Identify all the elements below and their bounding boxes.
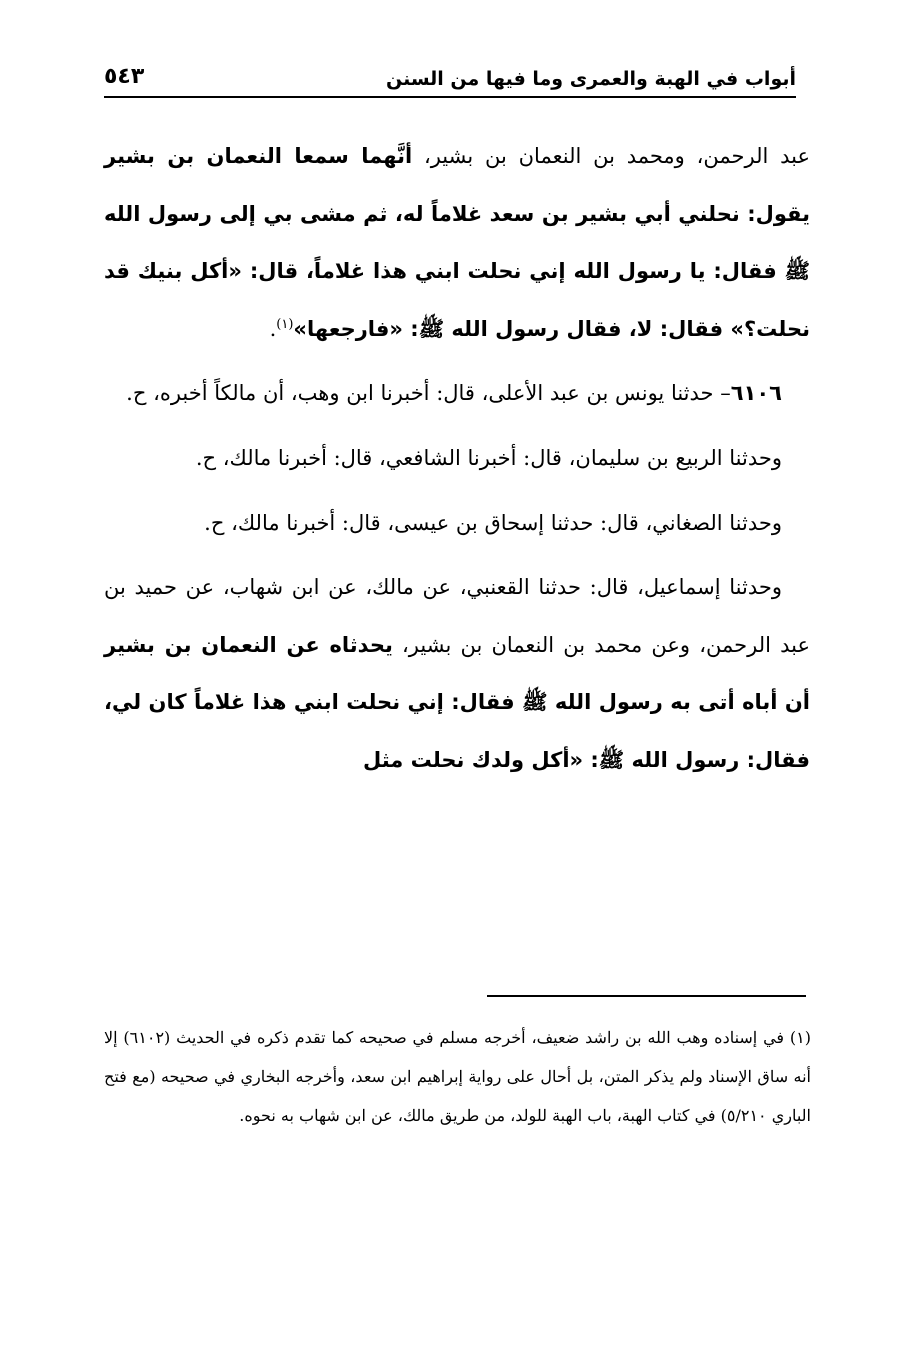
page-header xyxy=(104,62,796,100)
text-segment: وحدثنا إسماعيل، قال: حدثنا القعنبي، عن مالك، عن ابن شهاب، عن حميد بن عبد الرحمن، وعن محمد بن النعمان بن بشير، xyxy=(104,575,810,657)
text-segment: وحدثنا الربيع بن سليمان، قال: أخبرنا الشافعي، قال: أخبرنا مالك، ح. xyxy=(195,445,782,470)
bold-hadith-text: يحدثاه عن النعمان بن بشير أن أباه أتى به رسول الله ﷺ فقال: إني نحلت ابني هذا غلاماً كان لي، فقال: رسول الله ﷺ: «أكل ولدك نحلت مثل xyxy=(104,632,810,772)
paragraph-hadith-6106 xyxy=(104,365,810,423)
running-title: أبواب في الهبة والعمرى وما فيها من السنن xyxy=(385,68,796,90)
footnote-marker: (١) xyxy=(276,316,294,332)
header-rule xyxy=(104,96,796,98)
text-segment: . xyxy=(269,316,277,341)
text-segment: – حدثنا يونس بن عبد الأعلى، قال: أخبرنا ابن وهب، أن مالكاً أخبره، ح. xyxy=(126,381,731,406)
footnote-separator xyxy=(487,995,806,997)
paragraph-continuation xyxy=(104,128,810,358)
page-number: ٥٤٣ xyxy=(104,64,145,89)
footnote-1: (١) في إسناده وهب الله بن راشد ضعيف، أخرجه مسلم في صحيحه كما تقدم ذكره في الحديث (٦١٠٢) إلا أنه ساق الإسناد ولم يذكر المتن، بل أحال على رواية إبراهيم ابن سعد، وأخرجه البخاري في صحيحه (مع فتح الباري ٥/٢١٠) في كتاب الهبة، باب الهبة للولد، من طريق مالك، عن ابن شهاب به نحوه. xyxy=(104,1028,811,1125)
main-text xyxy=(104,128,810,790)
bold-hadith-text: أنَّهما سمعا النعمان بن بشير يقول: نحلني أبي بشير بن سعد غلاماً له، ثم مشى بي إلى رسول الله ﷺ فقال: يا رسول الله إني نحلت ابني هذا غلاماً، قال: «أكل بنيك قد نحلت؟» فقال: لا، فقال رسول الله ﷺ: «فارجعها» xyxy=(104,144,810,341)
hadith-number: ٦١٠٦ xyxy=(730,381,782,406)
paragraph-chain xyxy=(104,559,810,789)
paragraph-chain xyxy=(104,495,810,553)
footnotes xyxy=(104,1018,811,1135)
text-segment: وحدثنا الصغاني، قال: حدثنا إسحاق بن عيسى، قال: أخبرنا مالك، ح. xyxy=(204,510,782,535)
text-segment: عبد الرحمن، ومحمد بن النعمان بن بشير، xyxy=(412,144,810,168)
paragraph-chain xyxy=(104,430,810,488)
